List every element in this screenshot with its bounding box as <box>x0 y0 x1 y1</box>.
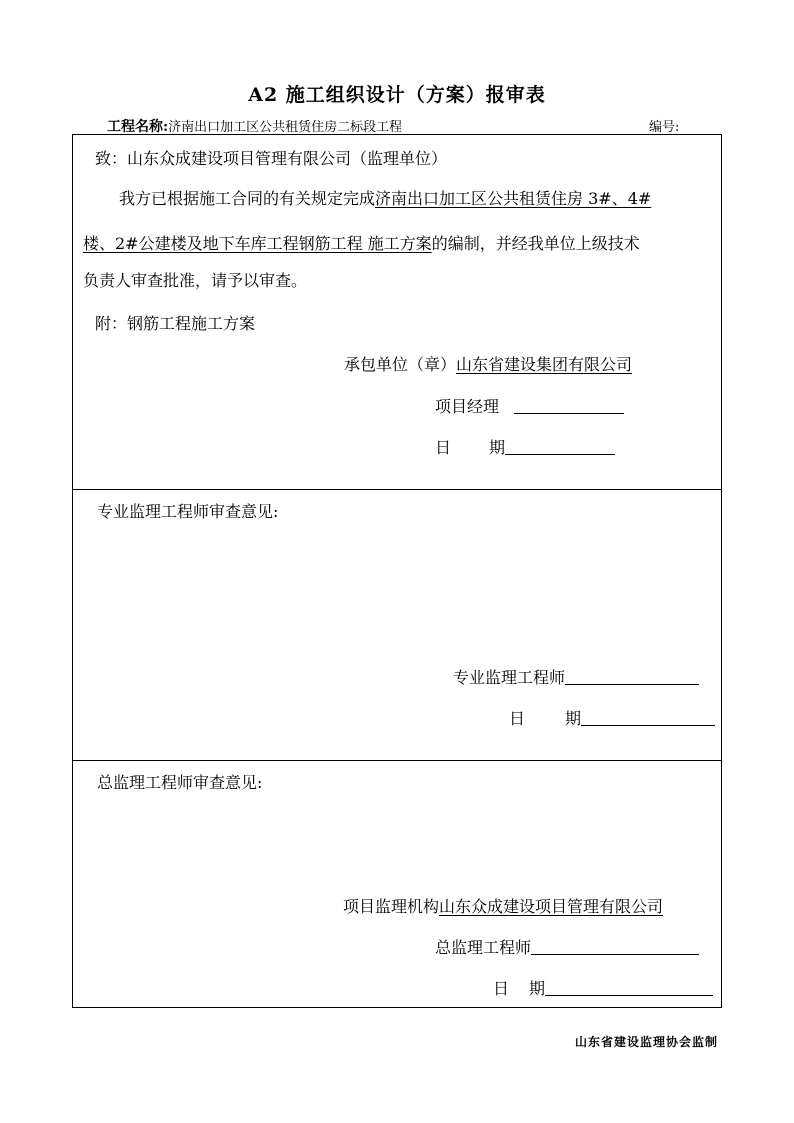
attachment-line: 附：钢筋工程施工方案 <box>95 314 256 333</box>
body-line-2 <box>83 234 640 254</box>
submission-date-label-1: 日 <box>435 438 452 457</box>
project-scope-part1: 济南出口加工区公共租赁住房 3#、4# <box>375 189 652 208</box>
submission-date-line <box>435 438 615 458</box>
supervision-org-line <box>343 897 663 917</box>
submission-date-blank[interactable] <box>505 438 615 455</box>
chief-date-label-2: 期 <box>529 979 546 998</box>
chief-engineer-signature-blank[interactable] <box>531 938 699 955</box>
project-name-field <box>107 116 402 136</box>
supervision-org-label: 项目监理机构 <box>343 897 440 916</box>
issuer-footer: 山东省建设监理协会监制 <box>574 1035 718 1049</box>
project-manager-label: 项目经理 <box>435 397 500 416</box>
contractor-value: 山东省建设集团有限公司 <box>456 355 633 374</box>
body-line-1-prefix: 我方已根据施工合同的有关规定完成 <box>119 189 376 208</box>
chief-engineer-label: 总监理工程师 <box>435 938 532 957</box>
approval-form-table <box>72 134 722 1008</box>
submission-date-label-2: 期 <box>489 438 506 457</box>
addressee-prefix: 致： <box>95 149 128 168</box>
number-label: 编号: <box>649 120 680 135</box>
chief-review-heading: 总监理工程师审查意见: <box>97 773 263 792</box>
specialist-engineer-line <box>453 668 699 688</box>
project-manager-signature-blank[interactable] <box>514 397 624 414</box>
specialist-review-heading: 专业监理工程师审查意见: <box>97 502 279 521</box>
chief-date-label-1: 日 <box>493 979 510 998</box>
project-name-value: 济南出口加工区公共租赁住房二标段工程 <box>168 120 403 135</box>
chief-review-section <box>73 760 721 1009</box>
supervision-org-value: 山东众成建设项目管理有限公司 <box>439 897 664 916</box>
number-field <box>649 116 679 135</box>
specialist-engineer-signature-blank[interactable] <box>565 668 699 685</box>
specialist-date-label-1: 日 <box>509 709 526 728</box>
project-scope-part2: 楼、2#公建楼及地下车库工程钢筋工程 施工方案 <box>83 234 432 253</box>
submission-section <box>73 135 721 489</box>
contractor-label: 承包单位（章） <box>344 355 457 374</box>
specialist-review-section <box>73 489 721 760</box>
project-name-label: 工程名称: <box>107 119 169 135</box>
form-title: A2 施工组织设计（方案）报审表 <box>248 84 546 106</box>
specialist-date-label-2: 期 <box>565 709 582 728</box>
body-line-3: 负责人审查批准，请予以审查。 <box>83 271 308 290</box>
project-manager-line <box>435 397 624 417</box>
body-line-2-suffix: 的编制，并经我单位上级技术 <box>431 234 640 253</box>
specialist-engineer-label: 专业监理工程师 <box>453 668 566 687</box>
chief-date-line <box>493 979 713 999</box>
addressee-line <box>95 149 447 169</box>
addressee-name: 山东众成建设项目管理有限公司（监理单位） <box>127 149 448 168</box>
chief-engineer-line <box>435 938 699 958</box>
contractor-line <box>344 355 632 375</box>
specialist-date-line <box>509 709 715 729</box>
chief-date-blank[interactable] <box>545 979 713 996</box>
body-line-1 <box>119 189 651 209</box>
specialist-date-blank[interactable] <box>581 709 715 726</box>
